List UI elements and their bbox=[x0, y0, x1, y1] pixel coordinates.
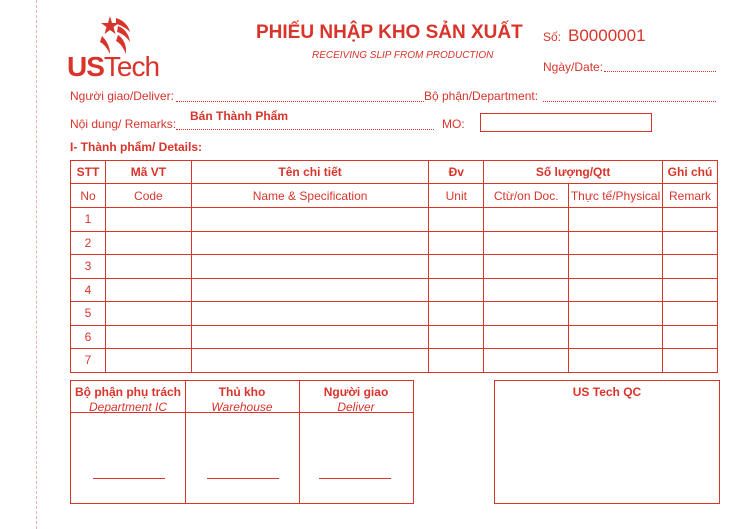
doc-qty-cell[interactable] bbox=[484, 325, 569, 349]
remark-cell[interactable] bbox=[663, 302, 718, 326]
code-cell[interactable] bbox=[105, 255, 191, 279]
header-stt: STT bbox=[71, 161, 106, 184]
logo-tech: Tech bbox=[103, 51, 160, 82]
form-subtitle: RECEIVING SLIP FROM PRODUCTION bbox=[312, 50, 494, 61]
serial-label: Số: bbox=[543, 30, 562, 44]
code-cell[interactable] bbox=[105, 349, 191, 373]
details-table bbox=[70, 160, 718, 373]
perforation-line bbox=[36, 0, 37, 529]
deliver-label: Người giao/Deliver: bbox=[70, 89, 174, 103]
remark-cell[interactable] bbox=[663, 255, 718, 279]
header-name-vi: Tên chi tiết bbox=[191, 161, 429, 184]
remark-cell[interactable] bbox=[663, 208, 718, 232]
table-row bbox=[71, 278, 718, 302]
qc-title: US Tech QC bbox=[572, 385, 642, 399]
remarks-value: Bán Thành Phẩm bbox=[190, 109, 289, 123]
mo-input-box[interactable] bbox=[480, 113, 652, 132]
name-cell[interactable] bbox=[191, 278, 429, 302]
header-code-en: Code bbox=[105, 184, 191, 208]
company-logo bbox=[67, 51, 159, 83]
physical-qty-cell[interactable] bbox=[569, 231, 663, 255]
table-row bbox=[71, 325, 718, 349]
form-title: PHIẾU NHẬP KHO SẢN XUẤT bbox=[256, 22, 523, 43]
header-name-en: Name & Specification bbox=[191, 184, 429, 208]
row-number: 4 bbox=[71, 278, 106, 302]
warehouse-signature-line[interactable] bbox=[207, 478, 279, 479]
row-number: 1 bbox=[71, 208, 106, 232]
remark-cell[interactable] bbox=[663, 349, 718, 373]
remark-cell[interactable] bbox=[663, 278, 718, 302]
dept-ic-signature-line[interactable] bbox=[93, 478, 165, 479]
row-number: 5 bbox=[71, 302, 106, 326]
department-field[interactable] bbox=[543, 101, 716, 102]
doc-qty-cell[interactable] bbox=[484, 349, 569, 373]
remark-cell[interactable] bbox=[663, 325, 718, 349]
remarks-field[interactable] bbox=[176, 129, 434, 130]
deliver-subtitle: Deliver bbox=[337, 400, 375, 414]
header-unit-vi: Đv bbox=[429, 161, 484, 184]
serial-number: B0000001 bbox=[568, 26, 646, 45]
code-cell[interactable] bbox=[105, 278, 191, 302]
row-number: 3 bbox=[71, 255, 106, 279]
unit-cell[interactable] bbox=[429, 349, 484, 373]
doc-qty-cell[interactable] bbox=[484, 278, 569, 302]
table-header-en bbox=[71, 184, 718, 208]
code-cell[interactable] bbox=[105, 208, 191, 232]
name-cell[interactable] bbox=[191, 231, 429, 255]
unit-cell[interactable] bbox=[429, 302, 484, 326]
unit-cell[interactable] bbox=[429, 255, 484, 279]
mo-label: MO: bbox=[442, 117, 465, 131]
name-cell[interactable] bbox=[191, 302, 429, 326]
unit-cell[interactable] bbox=[429, 278, 484, 302]
date-label: Ngày/Date: bbox=[543, 60, 604, 74]
header-unit-en: Unit bbox=[429, 184, 484, 208]
warehouse-subtitle: Warehouse bbox=[211, 400, 273, 414]
qc-box[interactable] bbox=[494, 380, 720, 504]
physical-qty-cell[interactable] bbox=[569, 349, 663, 373]
table-row bbox=[71, 231, 718, 255]
doc-qty-cell[interactable] bbox=[484, 255, 569, 279]
table-row bbox=[71, 349, 718, 373]
logo-us: US bbox=[67, 51, 104, 82]
table-row bbox=[71, 255, 718, 279]
physical-qty-cell[interactable] bbox=[569, 278, 663, 302]
code-cell[interactable] bbox=[105, 231, 191, 255]
remarks-label: Nội dung/ Remarks: bbox=[70, 117, 177, 131]
row-number: 7 bbox=[71, 349, 106, 373]
unit-cell[interactable] bbox=[429, 208, 484, 232]
header-qty-vi: Số lượng/Qtt bbox=[484, 161, 663, 184]
name-cell[interactable] bbox=[191, 325, 429, 349]
deliver-signature-line[interactable] bbox=[319, 478, 391, 479]
table-header-vi bbox=[71, 161, 718, 184]
unit-cell[interactable] bbox=[429, 231, 484, 255]
remark-cell[interactable] bbox=[663, 231, 718, 255]
row-number: 6 bbox=[71, 325, 106, 349]
physical-qty-cell[interactable] bbox=[569, 302, 663, 326]
dept-ic-subtitle: Department IC bbox=[88, 400, 168, 414]
doc-qty-cell[interactable] bbox=[484, 231, 569, 255]
table-row bbox=[71, 302, 718, 326]
unit-cell[interactable] bbox=[429, 325, 484, 349]
name-cell[interactable] bbox=[191, 208, 429, 232]
dept-ic-title: Bộ phận phụ trách bbox=[75, 385, 181, 399]
table-row bbox=[71, 208, 718, 232]
doc-qty-cell[interactable] bbox=[484, 208, 569, 232]
department-label: Bộ phận/Department: bbox=[424, 89, 539, 103]
deliver-field[interactable] bbox=[176, 101, 424, 102]
deliver-title: Người giao bbox=[323, 385, 389, 399]
section-title: I- Thành phẩm/ Details: bbox=[70, 140, 203, 154]
name-cell[interactable] bbox=[191, 349, 429, 373]
physical-qty-cell[interactable] bbox=[569, 255, 663, 279]
name-cell[interactable] bbox=[191, 255, 429, 279]
header-no: No bbox=[71, 184, 106, 208]
header-remark-vi: Ghi chú bbox=[663, 161, 718, 184]
header-physical-qty: Thực tế/Physical bbox=[569, 184, 663, 208]
code-cell[interactable] bbox=[105, 325, 191, 349]
doc-qty-cell[interactable] bbox=[484, 302, 569, 326]
physical-qty-cell[interactable] bbox=[569, 208, 663, 232]
date-field[interactable] bbox=[604, 71, 716, 72]
physical-qty-cell[interactable] bbox=[569, 325, 663, 349]
warehouse-title: Thủ kho bbox=[218, 385, 266, 399]
header-remark-en: Remark bbox=[663, 184, 718, 208]
signature-box bbox=[70, 380, 414, 504]
header-doc-qty: Ctừ/on Doc. bbox=[484, 184, 569, 208]
header-code-vi: Mã VT bbox=[105, 161, 191, 184]
code-cell[interactable] bbox=[105, 302, 191, 326]
row-number: 2 bbox=[71, 231, 106, 255]
